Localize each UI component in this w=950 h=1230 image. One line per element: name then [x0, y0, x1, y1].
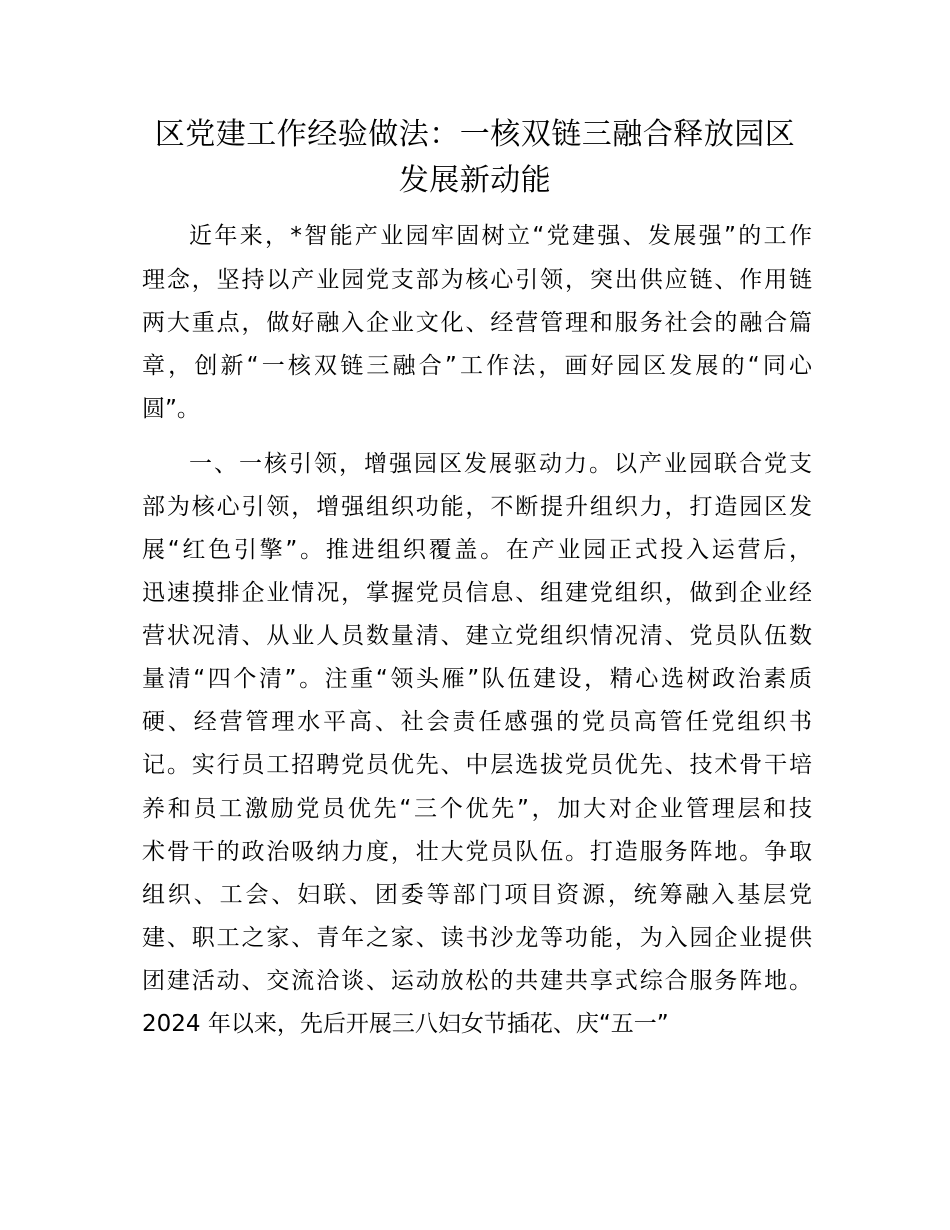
paragraph-2-line-12: 建、职工之家、青年之家、读书沙龙等功能，为入园企业提供: [142, 925, 812, 951]
document-title: 区党建工作经验做法：一核双链三融合释放园区发展新动能: [154, 117, 796, 198]
paragraph-2-line-9: 养和员工激励党员优先“三个优先”，加大对企业管理层和技: [142, 796, 812, 822]
paragraph-2-line-6: 量清“四个清”。注重“领头雁”队伍建设，精心选树政治素质: [142, 666, 812, 692]
paragraph-2-line-13: 团建活动、交流洽谈、运动放松的共建共享式综合服务阵地。: [142, 968, 812, 994]
paragraph-1-line-1: 近年来，*智能产业园牢固树立“党建强、发展强”的工作: [189, 223, 812, 249]
paragraph-2-line-3: 展“红色引擎”。推进组织覆盖。在产业园正式投入运营后，: [142, 537, 812, 563]
paragraph-1-line-4: 章，创新“一核双链三融合”工作法，画好园区发展的“同心: [142, 353, 812, 379]
paragraph-2-line-11: 组织、工会、妇联、团委等部门项目资源，统筹融入基层党: [142, 882, 812, 908]
paragraph-1-line-3: 两大重点，做好融入企业文化、经营管理和服务社会的融合篇: [142, 310, 812, 336]
paragraph-2-line-8: 记。实行员工招聘党员优先、中层选拔党员优先、技术骨干培: [142, 752, 812, 778]
paragraph-1-line-5: 圆”。: [142, 396, 200, 422]
paragraph-2-line-7: 硬、经营管理水平高、社会责任感强的党员高管任党组织书: [142, 709, 812, 735]
paragraph-2-line-10: 术骨干的政治吸纳力度，壮大党员队伍。打造服务阵地。争取: [142, 839, 812, 865]
paragraph-2-line-4: 迅速摸排企业情况，掌握党员信息、组建党组织，做到企业经: [142, 580, 812, 606]
paragraph-1-line-2: 理念，坚持以产业园党支部为核心引领，突出供应链、作用链: [142, 267, 812, 293]
paragraph-2-line-5: 营状况清、从业人员数量清、建立党组织情况清、党员队伍数: [142, 623, 812, 649]
paragraph-2-line-14: 2024 年以来，先后开展三八妇女节插花、庆“五一”: [142, 1011, 669, 1037]
paragraph-2-line-2: 部为核心引领，增强组织功能，不断提升组织力，打造园区发: [142, 494, 812, 520]
paragraph-2-line-1: 一、一核引领，增强园区发展驱动力。以产业园联合党支: [189, 451, 812, 477]
